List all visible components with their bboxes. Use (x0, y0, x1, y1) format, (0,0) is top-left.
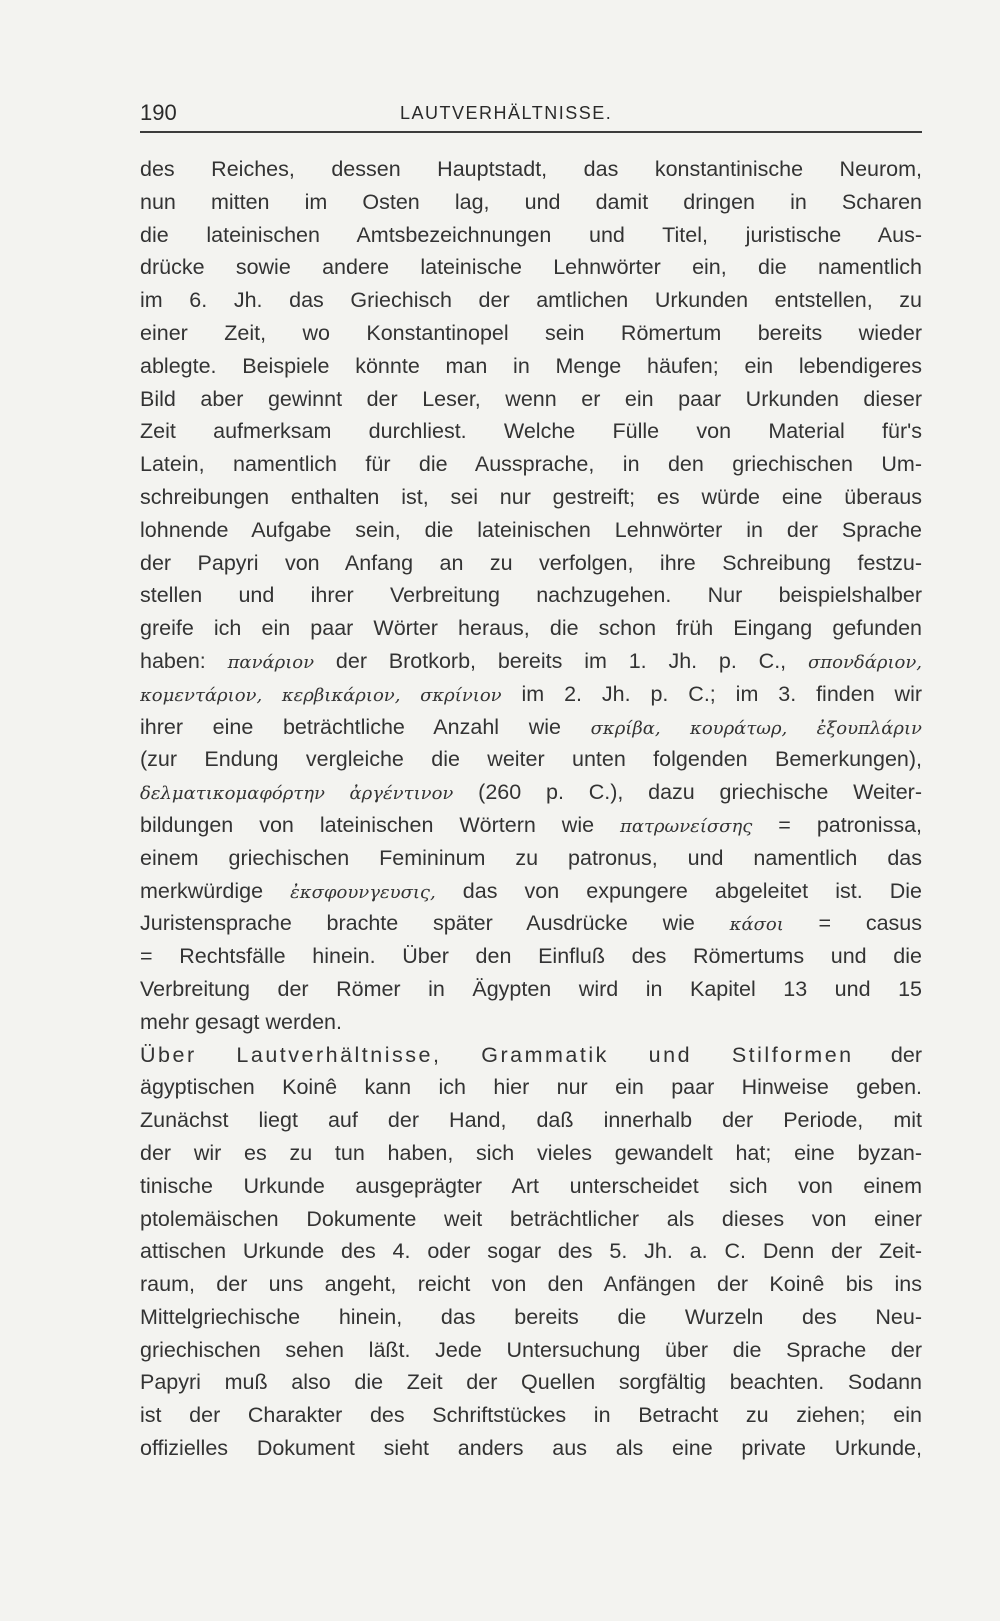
greek-term: κάσοι (729, 914, 784, 936)
line-text: haben: (140, 648, 228, 673)
line-text: der Brotkorb, bereits im 1. Jh. p. C., (314, 648, 808, 673)
line-text: lohnende Aufgabe sein, die lateinischen Lehnwörter in der Sprache (140, 517, 922, 542)
text-line (140, 284, 922, 317)
running-head (140, 100, 922, 132)
greek-term: κομεντάριον, κερβικάριον, σκρίνιον (140, 684, 502, 706)
line-text: nun mitten im Osten lag, und damit dringen in Scharen (140, 189, 922, 214)
line-text: einem griechischen Femininum zu patronus, und namentlich das (140, 845, 922, 870)
line-text: der wir es zu tun haben, sich vieles gewandelt hat; eine byzan- (140, 1140, 922, 1165)
line-text: ptolemäischen Dokumente weit beträchtlicher als dieses von einer (140, 1206, 922, 1231)
line-text: drücke sowie andere lateinische Lehnwörter ein, die namentlich (140, 255, 922, 280)
line-text: offizielles Dokument sieht anders aus als eine private Urkunde, (140, 1436, 922, 1461)
text-line (140, 547, 922, 580)
line-text: (zur Endung vergleiche die weiter unten folgenden Bemerkungen), (140, 747, 922, 772)
text-line (140, 842, 922, 875)
line-text: ägyptischen Koinê kann ich hier nur ein paar Hinweise geben. (140, 1075, 922, 1100)
line-text: = patronissa, (752, 812, 922, 837)
greek-term: ἐκσφουνγευσις, (290, 881, 436, 903)
text-line (140, 317, 922, 350)
line-text: griechischen sehen läßt. Jede Untersuchung über die Sprache der (140, 1337, 922, 1362)
text-line (140, 1071, 922, 1104)
greek-term: πανάριον (227, 651, 315, 673)
text-line (140, 1203, 922, 1236)
text-line (140, 973, 922, 1006)
line-text: ablegte. Beispiele könnte man in Menge häufen; ein lebendigeres (140, 353, 922, 378)
text-line (140, 153, 922, 186)
greek-term: σκρίβα, κουράτωρ, ἐξουπλάριν (590, 717, 922, 739)
text-line (140, 1104, 922, 1137)
line-text: der Papyri von Anfang an zu verfolgen, ihre Schreibung festzu- (140, 550, 922, 575)
text-line (140, 743, 922, 776)
line-text: einer Zeit, wo Konstantinopel sein Römertum bereits wieder (140, 320, 922, 345)
line-text: (260 p. C.), dazu griechische Weiter- (453, 780, 922, 805)
line-text: Papyri muß also die Zeit der Quellen sorgfältig beachten. Sodann (140, 1370, 922, 1395)
line-text: ist der Charakter des Schriftstückes in Betracht zu ziehen; ein (140, 1403, 922, 1428)
greek-term: δελματικομαφόρτην ἀργέντινον (140, 783, 454, 805)
text-line (140, 251, 922, 284)
text-line (140, 448, 922, 481)
text-line (140, 1268, 922, 1301)
line-text: Zeit aufmerksam durchliest. Welche Fülle von Material für's (140, 419, 922, 444)
line-text: der (853, 1042, 922, 1067)
line-text: Verbreitung der Römer in Ägypten wird in Kapitel 13 und 15 (140, 976, 922, 1001)
text-line (140, 219, 922, 252)
text-line (140, 1170, 922, 1203)
text-line (140, 645, 922, 678)
line-text: greife ich ein paar Wörter heraus, die schon früh Eingang gefunden (140, 616, 922, 641)
text-line (140, 1432, 922, 1465)
text-line (140, 1399, 922, 1432)
text-line (140, 1235, 922, 1268)
line-text: raum, der uns angeht, reicht von den Anfängen der Koinê bis ins (140, 1272, 922, 1297)
text-line (140, 711, 922, 744)
spaced-emphasis: Über Lautverhältnisse, Grammatik und Stilformen (140, 1042, 854, 1067)
text-line (140, 1006, 922, 1039)
line-text: im 6. Jh. das Griechisch der amtlichen Urkunden entstellen, zu (140, 288, 922, 313)
line-text: Juristensprache brachte später Ausdrücke wie (140, 911, 730, 936)
text-line (140, 350, 922, 383)
line-text: das von expungere abgeleitet ist. Die (435, 878, 922, 903)
text-line (140, 678, 922, 711)
greek-term: σπονδάριον, (807, 651, 922, 673)
line-text: = Rechtsfälle hinein. Über den Einfluß des Römertums und die (140, 944, 922, 969)
text-line (140, 1334, 922, 1367)
line-text: tinische Urkunde ausgeprägter Art unterscheidet sich von einem (140, 1173, 922, 1198)
page-number: 190 (140, 100, 177, 125)
text-line (140, 809, 922, 842)
line-text: schreibungen enthalten ist, sei nur gestreift; es würde eine überaus (140, 484, 922, 509)
text-line (140, 1366, 922, 1399)
line-text: im 2. Jh. p. C.; im 3. finden wir (501, 681, 922, 706)
text-line (140, 907, 922, 940)
line-text: Bild aber gewinnt der Leser, wenn er ein paar Urkunden dieser (140, 386, 922, 411)
line-text: mehr gesagt werden. (140, 1009, 342, 1034)
line-text: Latein, namentlich für die Aussprache, in den griechischen Um- (140, 452, 922, 477)
line-text: merkwürdige (140, 878, 291, 903)
line-text: = casus (783, 911, 922, 936)
line-text: Zunächst liegt auf der Hand, daß innerhalb der Periode, mit (140, 1108, 922, 1133)
line-text: des Reiches, dessen Hauptstadt, das konstantinische Neurom, (140, 157, 922, 181)
text-line (140, 481, 922, 514)
text-line (140, 415, 922, 448)
text-line (140, 875, 922, 908)
text-line (140, 940, 922, 973)
text-line (140, 514, 922, 547)
running-title: LAUTVERHÄLTNISSE. (400, 103, 613, 123)
text-line (140, 776, 922, 809)
line-text: stellen und ihrer Verbreitung nachzugehen. Nur beispielshalber (140, 583, 922, 608)
body-text (140, 153, 922, 1465)
line-text: die lateinischen Amtsbezeichnungen und Titel, juristische Aus- (140, 222, 922, 247)
line-text: ihrer eine beträchtliche Anzahl wie (140, 714, 591, 739)
text-line (140, 1301, 922, 1334)
header-rule (140, 131, 922, 133)
text-line (140, 383, 922, 416)
line-text: Mittelgriechische hinein, das bereits die Wurzeln des Neu- (140, 1304, 922, 1329)
line-text: attischen Urkunde des 4. oder sogar des 5. Jh. a. C. Denn der Zeit- (140, 1239, 922, 1264)
text-line (140, 1137, 922, 1170)
greek-term: πατρωνείσσης (620, 815, 753, 837)
line-text: bildungen von lateinischen Wörtern wie (140, 812, 621, 837)
text-line (140, 186, 922, 219)
text-line (140, 1039, 922, 1072)
text-line (140, 612, 922, 645)
text-line (140, 579, 922, 612)
